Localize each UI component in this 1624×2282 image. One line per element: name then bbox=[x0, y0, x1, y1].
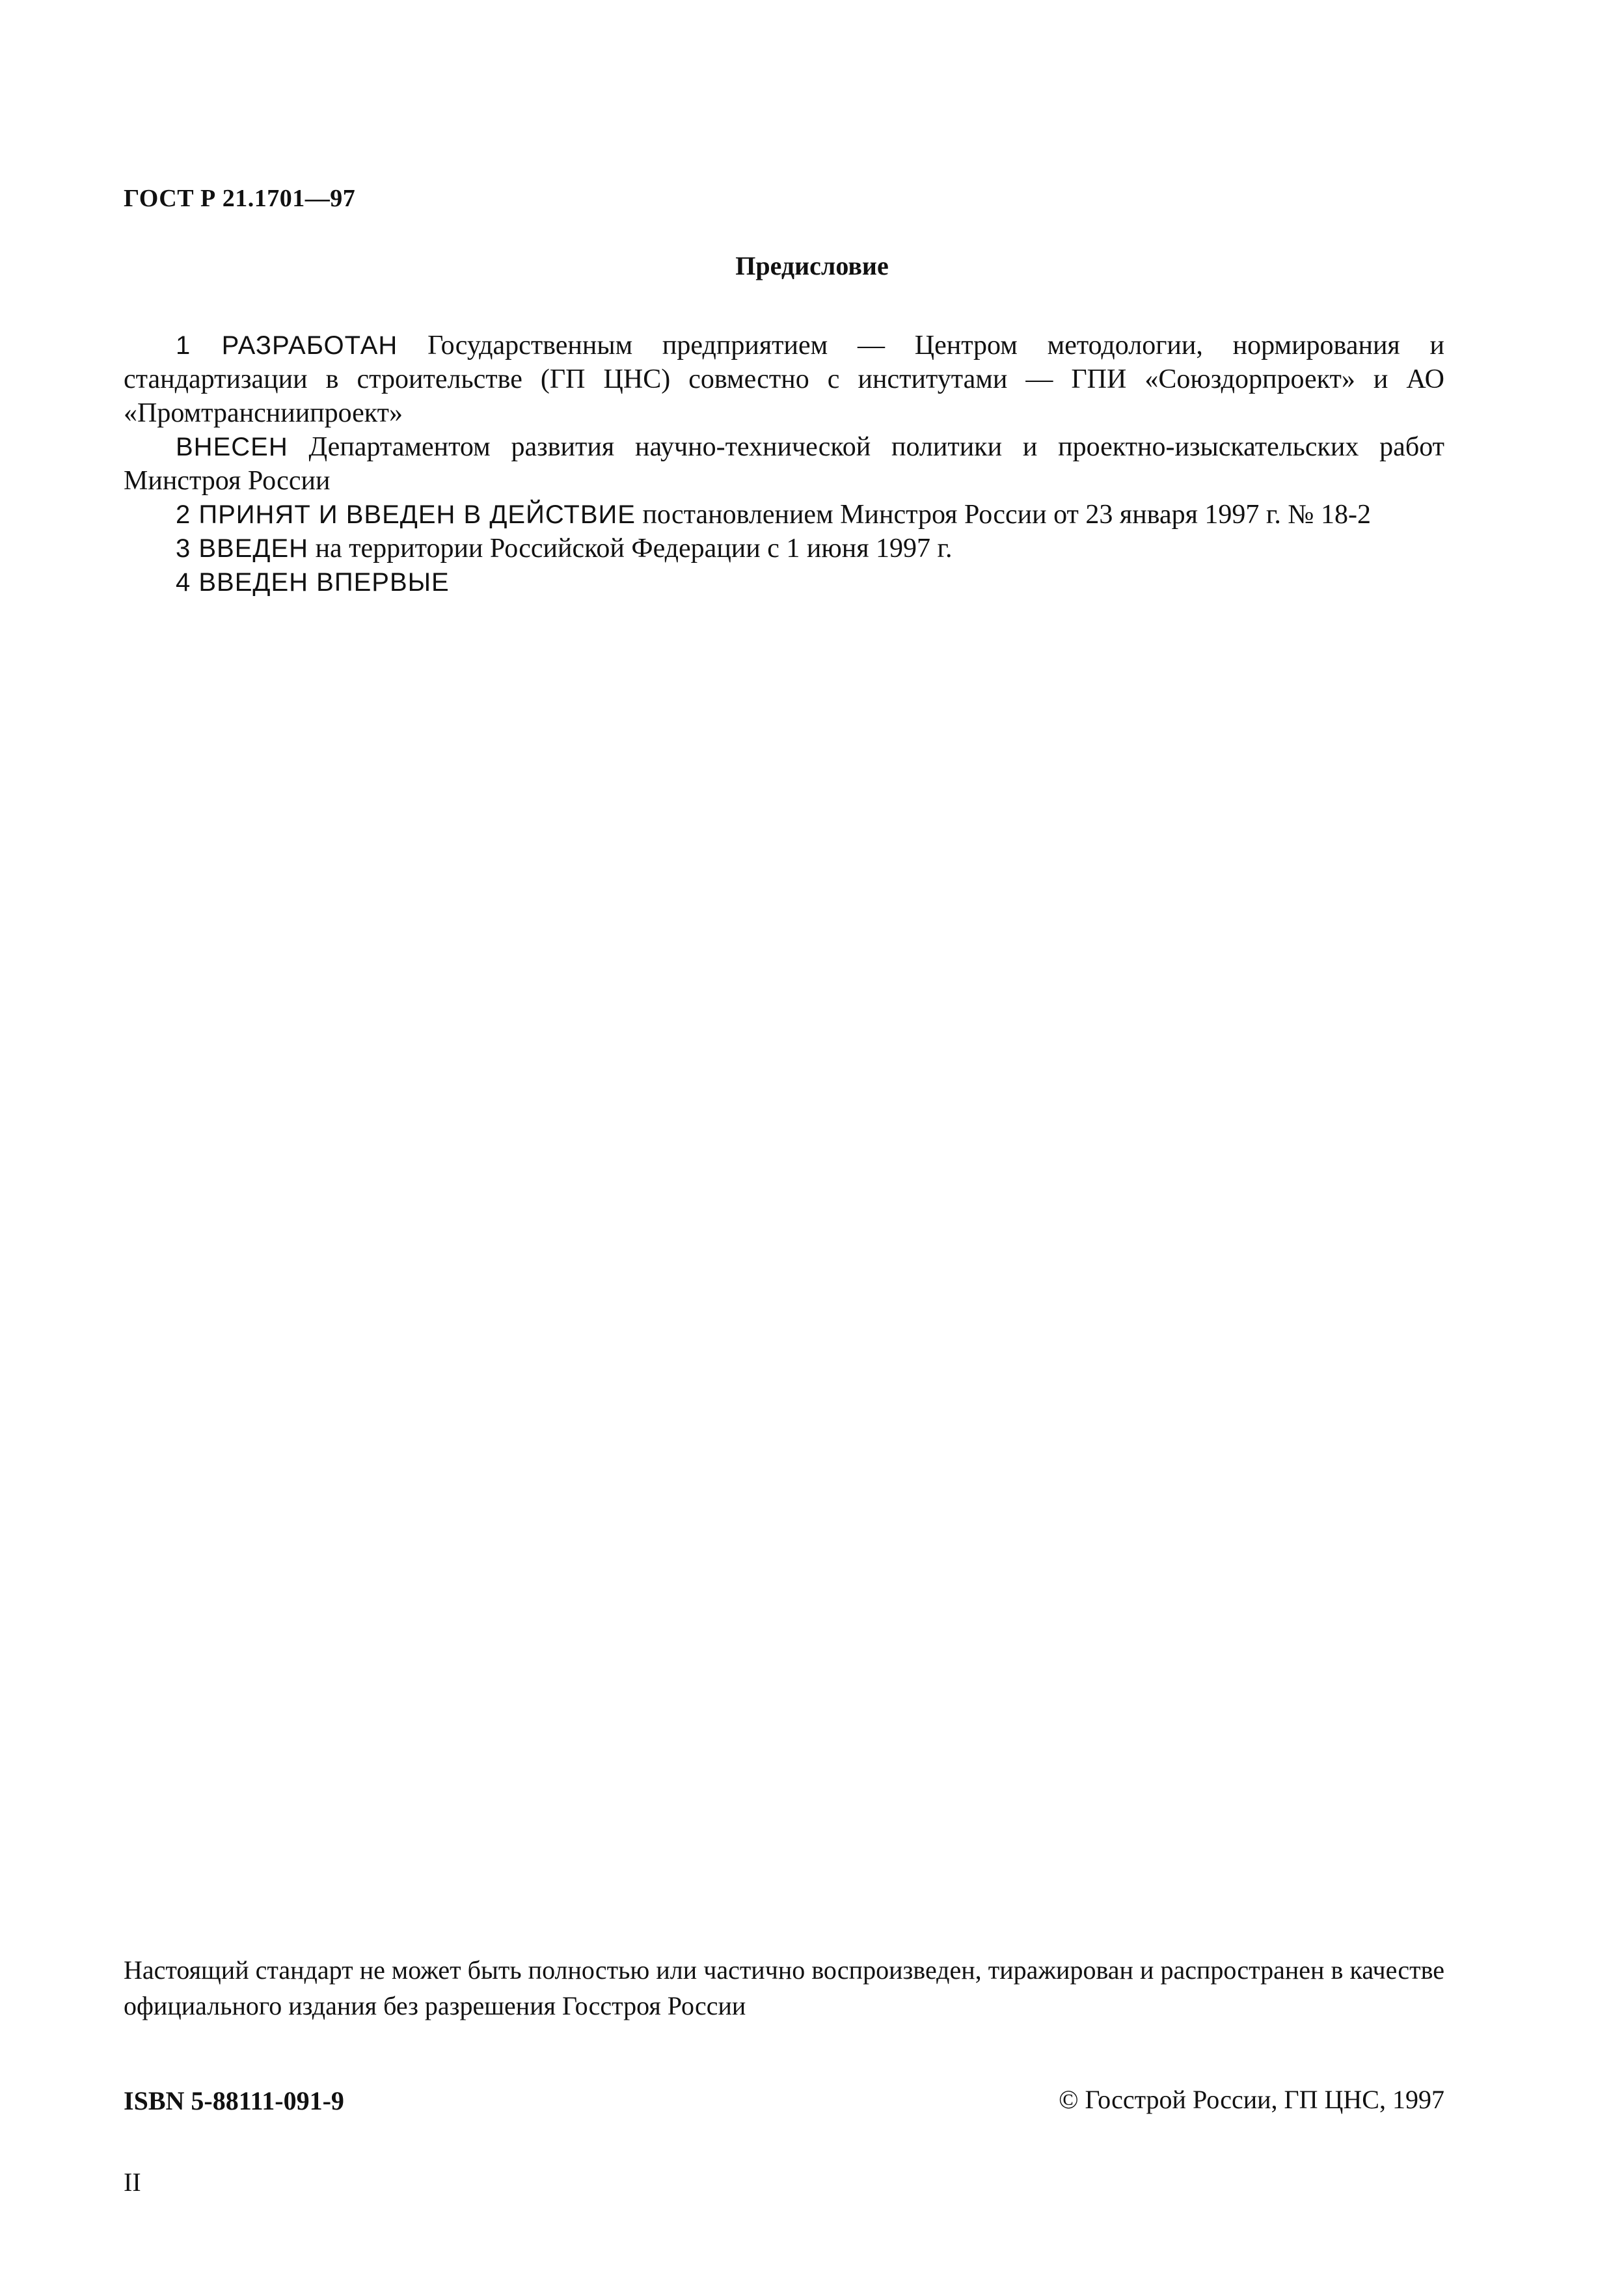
foreword-keyword: 2 ПРИНЯТ И ВВЕДЕН В ДЕЙСТВИЕ bbox=[176, 500, 636, 529]
foreword-item-introduced bbox=[124, 532, 1444, 565]
copyright-line: © Госстрой России, ГП ЦНС, 1997 bbox=[1059, 2085, 1444, 2114]
foreword-keyword: ВНЕСЕН bbox=[176, 433, 288, 461]
foreword-text: Государственным предприятием — Центром методологии, нормирования и стандартизации в строительстве (ГП ЦНС) совместно с институтами — ГПИ «Союздорпроект» и АО «Промтрансниипроект» bbox=[124, 331, 1444, 428]
foreword-text: постановлением Минстроя России от 23 января 1997 г. № 18-2 bbox=[635, 500, 1371, 530]
foreword-item-developed bbox=[124, 329, 1444, 430]
page-number: II bbox=[124, 2167, 141, 2197]
isbn: ISBN 5-88111-091-9 bbox=[124, 2086, 344, 2115]
foreword-title: Предисловие bbox=[735, 251, 889, 280]
foreword-text: Департаментом развития научно-технической политики и проектно-изыскательских работ Минстроя России bbox=[124, 432, 1444, 496]
foreword-keyword: 4 ВВЕДЕН ВПЕРВЫЕ bbox=[176, 568, 450, 597]
copyright-notice: Настоящий стандарт не может быть полностью или частично воспроизведен, тиражирован и распространен в качестве официального издания без разрешения Госстроя России bbox=[124, 1955, 1444, 2020]
foreword-item-adopted bbox=[124, 498, 1444, 532]
foreword-item-first-time bbox=[124, 565, 1444, 599]
foreword-item-submitted bbox=[124, 430, 1444, 498]
foreword-keyword: 1 РАЗРАБОТАН bbox=[176, 331, 398, 360]
foreword-keyword: 3 ВВЕДЕН bbox=[176, 534, 309, 563]
foreword-text: на территории Российской Федерации с 1 июня 1997 г. bbox=[308, 534, 953, 564]
document-code: ГОСТ Р 21.1701—97 bbox=[124, 185, 356, 212]
foreword-body bbox=[124, 329, 1444, 599]
